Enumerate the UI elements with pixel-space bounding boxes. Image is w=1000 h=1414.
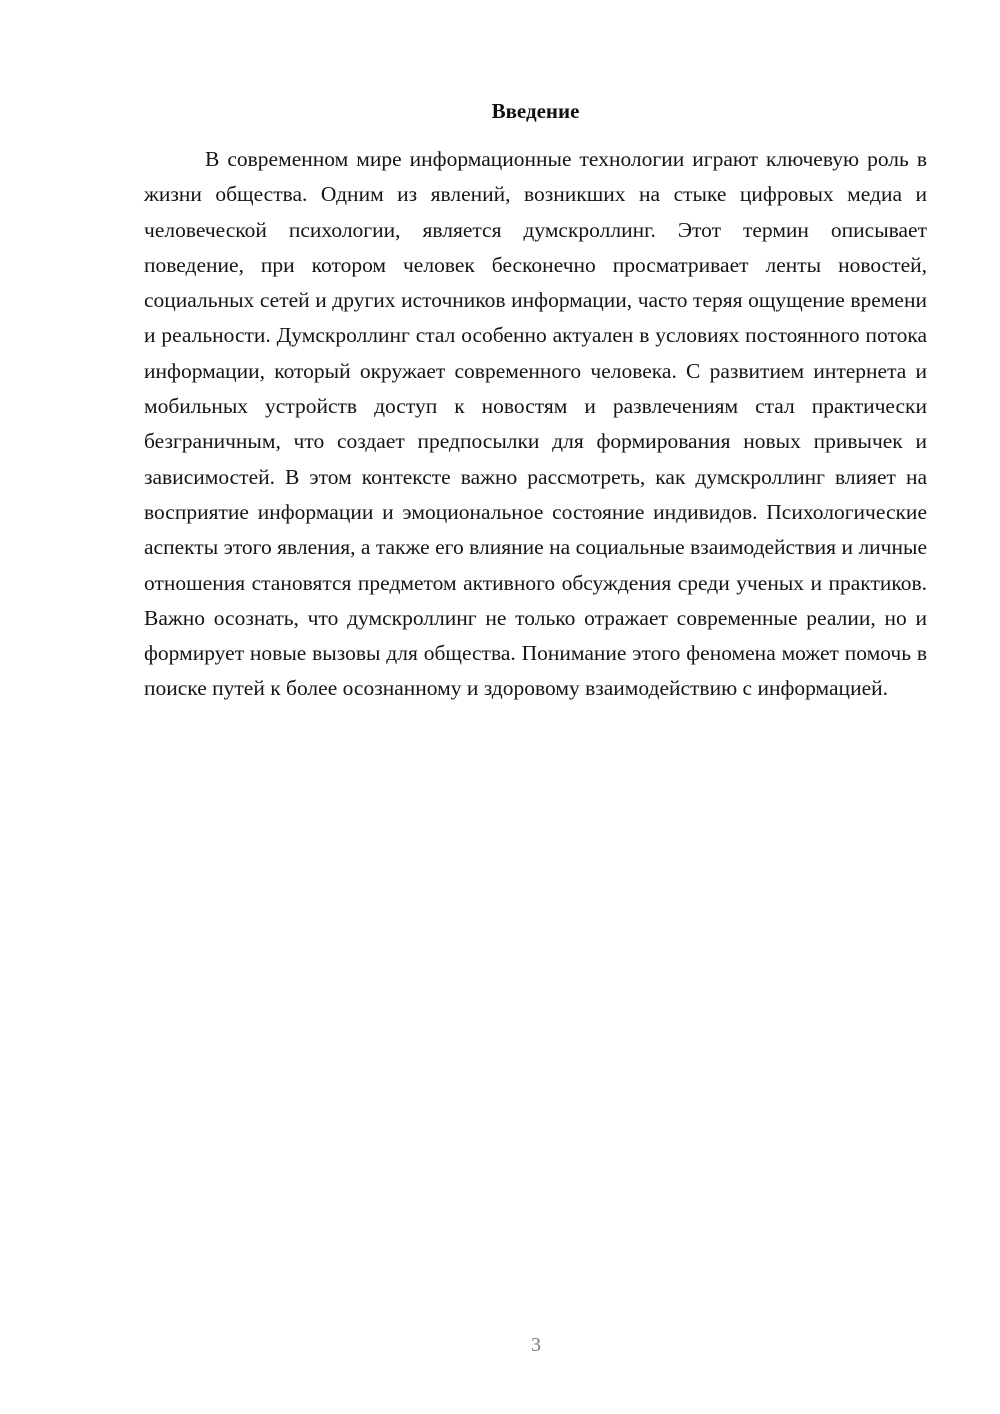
body-paragraph: В современном мире информационные технологии играют ключевую роль в жизни общества. Одним из явлений, возникших на стыке цифровых медиа и человеческой психологии, является думскроллинг. Этот термин описывает поведение, при котором человек бесконечно просматривает ленты новостей, социальных сетей и других источников информации, часто теряя ощущение времени и реальности. Думскроллинг стал особенно актуален в условиях постоянного потока информации, который окружает современного человека. С развитием интернета и мобильных устройств доступ к новостям и развлечениям стал практически безграничным, что создает предпосылки для формирования новых привычек и зависимостей. В этом контексте важно рассмотреть, как думскроллинг влияет на восприятие информации и эмоциональное состояние индивидов. Психологические аспекты этого явления, а также его влияние на социальные взаимодействия и личные отношения становятся предметом активного обсуждения среди ученых и практиков. Важно осознать, что думскроллинг не только отражает современные реалии, но и формирует новые вызовы для общества. Понимание этого феномена может помочь в поиске путей к более осознанному и здоровому взаимодействию с информацией. — [144, 147, 927, 701]
section-heading: Введение — [491, 99, 580, 123]
page-number: 3 — [531, 1334, 541, 1356]
